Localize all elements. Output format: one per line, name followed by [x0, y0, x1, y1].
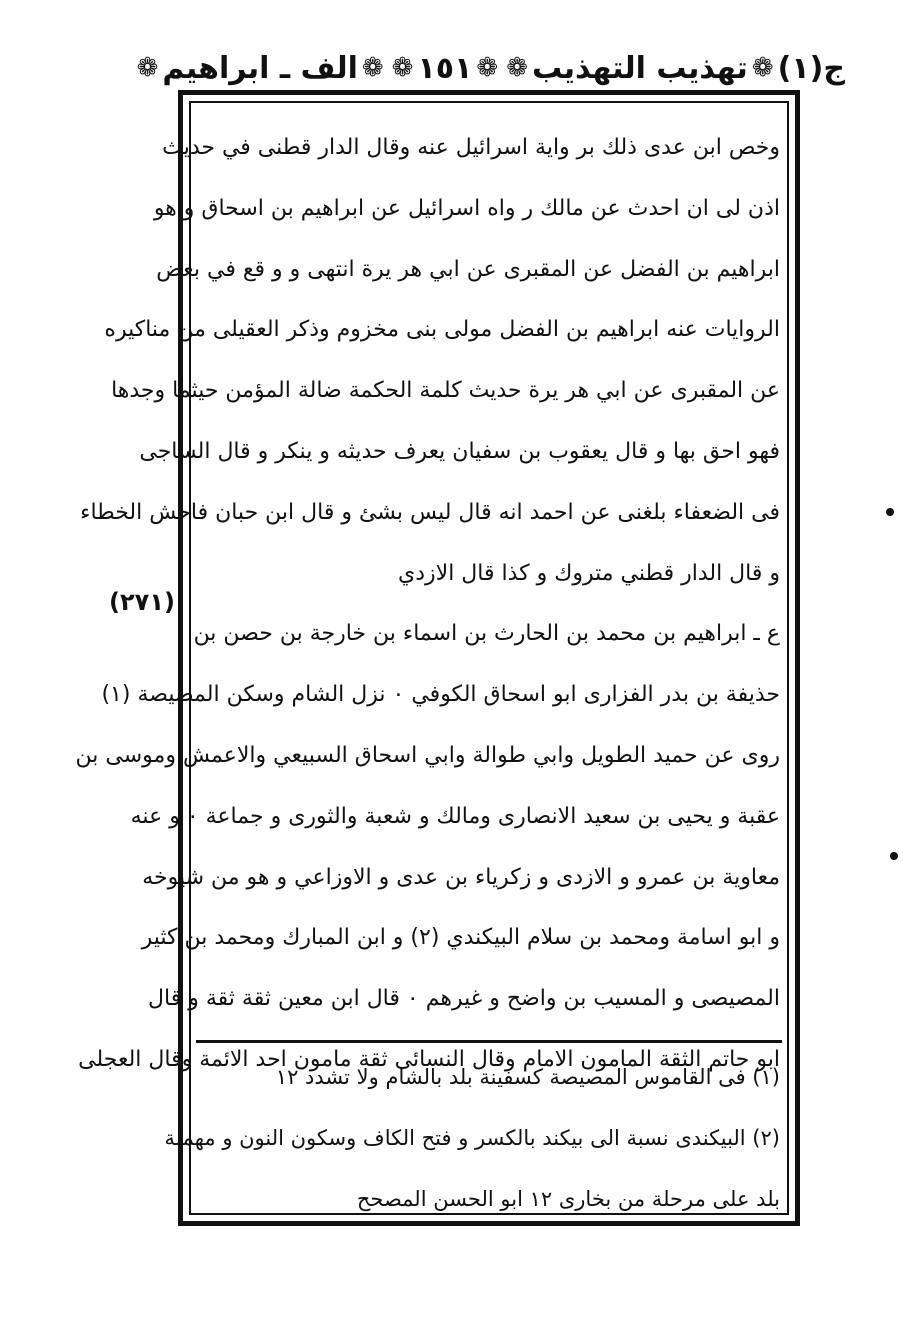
page-header — [136, 38, 845, 98]
entry-line: حذيفة بن بدر الفزارى ابو اسحاق الكوفي ٠ نزل الشام وسكن المصيصة (١) — [101, 682, 780, 708]
book-title: تهذيب التهذيب — [532, 50, 748, 86]
footnotes — [164, 1048, 780, 1230]
text-line: فى الضعفاء بلغنى عن احمد انه قال ليس بشئ و قال ابن حبان فاحش الخطاء — [80, 499, 780, 525]
entry-line: ابو حاتم الثقة المامون الامام وقال النسائى ثقة مامون احد الائمة وقال العجلى — [78, 1046, 780, 1072]
entry-line: المصيصى و المسيب بن واضح و غيرهم ٠ قال ابن معين ثقة ثقة و قال — [148, 986, 780, 1012]
entry-line: معاوية بن عمرو و الازدى و زكرياء بن عدى و الاوزاعي و هو من شيوخه — [142, 864, 780, 890]
ornament-icon: ❁ — [361, 53, 384, 83]
ornament-icon: ❁ — [391, 53, 414, 83]
ornament-icon: ❁ — [751, 53, 774, 83]
text-line: عن المقبرى عن ابي هر يرة حديث كلمة الحكمة ضالة المؤمن حيثما وجدها — [111, 378, 780, 404]
text-line: و قال الدار قطني متروك و كذا قال الازدي — [398, 560, 780, 586]
section-group — [133, 51, 388, 86]
volume-label: ج(١) — [777, 50, 845, 86]
page-number: ١٥١ — [417, 50, 473, 86]
footnote-line: (١) فى القاموس المصيصة كسفينة بلد بالشام ولا تشدد ١٢ — [275, 1065, 780, 1089]
text-line: ابراهيم بن الفضل عن المقبرى عن ابي هر يرة انتهى و و قع في بعض — [156, 256, 780, 282]
page-number-group — [388, 51, 503, 86]
margin-dot — [886, 508, 894, 516]
text-line: وخص ابن عدى ذلك بر واية اسرائيل عنه وقال الدار قطنى في حديث — [162, 135, 780, 160]
entry-line: روى عن حميد الطويل وابي طوالة وابي اسحاق السبيعي والاعمش وموسى بن — [75, 742, 780, 768]
footnote-divider — [196, 1040, 782, 1043]
entry-line: عقبة و يحيى بن سعيد الانصارى ومالك و شعبة والثورى و جماعة ٠ و عنه — [130, 803, 780, 829]
text-line: اذن لى ان احدث عن مالك ر واه اسرائيل عن ابراهيم بن اسحاق و هو — [153, 195, 780, 221]
entry-line: ع ـ ابراهيم بن محمد بن الحارث بن اسماء بن خارجة بن حصن بن — [193, 621, 780, 647]
ornament-icon: ❁ — [506, 53, 528, 83]
section-title: الف ـ ابراهيم — [162, 50, 358, 86]
footnote-line: بلد على مرحلة من بخارى ١٢ ابو الحسن المصحح — [356, 1186, 780, 1211]
footnote-line: (٢) البيكندى نسبة الى بيكند بالكسر و فتح الكاف وسكون النون و مهملة — [164, 1125, 780, 1150]
margin-dot — [890, 852, 898, 860]
text-line: الروايات عنه ابراهيم بن الفضل مولى بنى مخزوم وذكر العقيلى من مناكيره — [104, 317, 780, 343]
ornament-icon: ❁ — [476, 53, 499, 83]
title-group — [502, 51, 777, 86]
entry-number: (٢٧١) — [109, 588, 175, 616]
entry-line: و ابو اسامة ومحمد بن سلام البيكندي (٢) و ابن المبارك ومحمد بن كثير — [141, 925, 780, 951]
text-line: فهو احق بها و قال يعقوب بن سفيان يعرف حديثه و ينكر و قال الساجى — [139, 438, 780, 464]
ornament-icon: ❁ — [136, 53, 159, 83]
